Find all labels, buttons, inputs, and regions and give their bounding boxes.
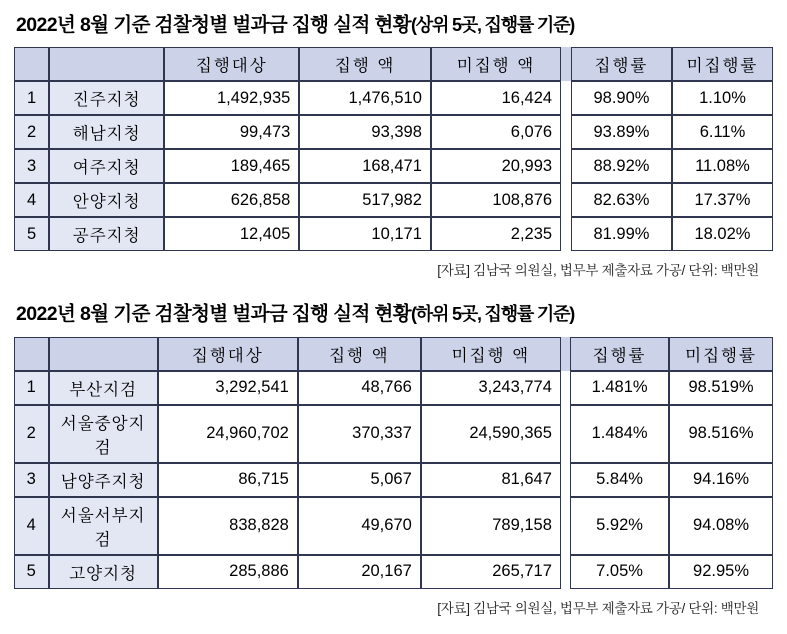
row-executed: 93,398 xyxy=(299,115,431,149)
header-rate-top: 집행률 xyxy=(571,47,672,81)
row-unexecuted: 265,717 xyxy=(421,555,561,589)
column-spacer xyxy=(561,497,570,555)
row-index: 3 xyxy=(14,149,49,183)
column-spacer xyxy=(561,371,570,405)
column-spacer xyxy=(561,115,571,149)
row-rate: 81.99% xyxy=(571,217,672,251)
row-unexecuted: 108,876 xyxy=(431,183,561,217)
table-row xyxy=(14,217,773,251)
row-index: 2 xyxy=(14,405,49,463)
row-unrate: 98.516% xyxy=(669,405,773,463)
row-index: 5 xyxy=(14,555,49,589)
row-target: 24,960,702 xyxy=(158,405,298,463)
row-target: 626,858 xyxy=(164,183,299,217)
table-row xyxy=(14,371,773,405)
page-title-top xyxy=(16,14,773,37)
row-executed: 1,476,510 xyxy=(299,81,431,115)
section-bottom-five xyxy=(14,303,773,616)
row-unexecuted: 81,647 xyxy=(421,463,561,497)
row-target: 1,492,935 xyxy=(164,81,299,115)
column-spacer xyxy=(561,183,571,217)
row-target: 86,715 xyxy=(158,463,298,497)
title-main-top: 2022년 8월 기준 검찰청별 벌과금 집행 실적 현황 xyxy=(16,14,411,36)
row-executed: 5,067 xyxy=(298,463,421,497)
row-unexecuted: 789,158 xyxy=(421,497,561,555)
row-executed: 517,982 xyxy=(299,183,431,217)
row-office: 고양지청 xyxy=(49,555,158,589)
row-office: 안양지청 xyxy=(49,183,164,217)
row-unrate: 98.519% xyxy=(669,371,773,405)
row-rate: 1.481% xyxy=(570,371,669,405)
row-unrate: 17.37% xyxy=(672,183,773,217)
table-row xyxy=(14,405,773,463)
header-unrate-top: 미집행률 xyxy=(672,47,773,81)
row-index: 2 xyxy=(14,115,49,149)
section-gap xyxy=(14,281,773,297)
row-office: 공주지청 xyxy=(49,217,164,251)
header-executed-top: 집행 액 xyxy=(299,47,431,81)
section-top-five xyxy=(14,14,773,279)
row-index: 1 xyxy=(14,81,49,115)
header-index-top xyxy=(14,47,49,81)
row-target: 3,292,541 xyxy=(158,371,298,405)
row-rate: 88.92% xyxy=(571,149,672,183)
header-rate-bottom: 집행률 xyxy=(570,337,669,371)
row-unexecuted: 2,235 xyxy=(431,217,561,251)
row-rate: 5.92% xyxy=(570,497,669,555)
source-note-bottom: [자료] 김남국 의원실, 법무부 제출자료 가공/ 단위: 백만원 xyxy=(437,600,759,616)
row-office: 서울서부지검 xyxy=(49,497,158,555)
row-target: 12,405 xyxy=(164,217,299,251)
row-unrate: 1.10% xyxy=(672,81,773,115)
column-spacer xyxy=(561,463,570,497)
row-target: 838,828 xyxy=(158,497,298,555)
table-row xyxy=(14,183,773,217)
table-row xyxy=(14,149,773,183)
header-unexecuted-bottom: 미집행 액 xyxy=(421,337,561,371)
row-index: 4 xyxy=(14,183,49,217)
row-rate: 1.484% xyxy=(570,405,669,463)
table-row xyxy=(14,497,773,555)
row-unexecuted: 24,590,365 xyxy=(421,405,561,463)
table-top-five xyxy=(14,47,773,251)
row-index: 5 xyxy=(14,217,49,251)
row-office: 남양주지청 xyxy=(49,463,158,497)
title-main-bottom: 2022년 8월 기준 검찰청별 벌과금 집행 실적 현황 xyxy=(16,303,411,326)
header-unexecuted-top: 미집행 액 xyxy=(431,47,561,81)
row-rate: 82.63% xyxy=(571,183,672,217)
header-target-bottom: 집행대상 xyxy=(158,337,298,371)
row-index: 3 xyxy=(14,463,49,497)
row-unrate: 18.02% xyxy=(672,217,773,251)
row-executed: 20,167 xyxy=(298,555,421,589)
page-title-bottom xyxy=(16,303,773,326)
row-executed: 370,337 xyxy=(298,405,421,463)
row-target: 99,473 xyxy=(164,115,299,149)
column-spacer xyxy=(561,149,571,183)
header-target-top: 집행대상 xyxy=(164,47,299,81)
table-row xyxy=(14,555,773,589)
row-office: 서울중앙지검 xyxy=(49,405,158,463)
header-office-bottom xyxy=(49,337,158,371)
column-spacer xyxy=(561,217,571,251)
row-office: 부산지검 xyxy=(49,371,158,405)
row-unrate: 94.16% xyxy=(669,463,773,497)
row-rate: 93.89% xyxy=(571,115,672,149)
column-spacer xyxy=(561,81,571,115)
row-unrate: 92.95% xyxy=(669,555,773,589)
header-index-bottom xyxy=(14,337,49,371)
row-unexecuted: 6,076 xyxy=(431,115,561,149)
table-wrap-bottom xyxy=(14,337,773,589)
row-rate: 98.90% xyxy=(571,81,672,115)
row-unexecuted: 16,424 xyxy=(431,81,561,115)
table-bottom-five xyxy=(14,337,773,589)
table-row xyxy=(14,463,773,497)
header-executed-bottom: 집행 액 xyxy=(298,337,421,371)
row-executed: 48,766 xyxy=(298,371,421,405)
row-rate: 7.05% xyxy=(570,555,669,589)
table-row xyxy=(14,81,773,115)
column-spacer xyxy=(561,555,570,589)
row-target: 285,886 xyxy=(158,555,298,589)
row-index: 4 xyxy=(14,497,49,555)
row-office: 진주지청 xyxy=(49,81,164,115)
title-sub-bottom: (하위 5곳, 집행률 기준) xyxy=(410,304,575,325)
row-rate: 5.84% xyxy=(570,463,669,497)
row-unrate: 11.08% xyxy=(672,149,773,183)
source-note-top: [자료] 김남국 의원실, 법무부 제출자료 가공/ 단위: 백만원 xyxy=(437,263,759,279)
row-unrate: 6.11% xyxy=(672,115,773,149)
header-unrate-bottom: 미집행률 xyxy=(669,337,773,371)
row-office: 해남지청 xyxy=(49,115,164,149)
row-executed: 168,471 xyxy=(299,149,431,183)
row-office: 여주지청 xyxy=(49,149,164,183)
table-row xyxy=(14,115,773,149)
column-spacer xyxy=(561,47,571,81)
row-unexecuted: 3,243,774 xyxy=(421,371,561,405)
header-office-top xyxy=(49,47,164,81)
row-index: 1 xyxy=(14,371,49,405)
row-unexecuted: 20,993 xyxy=(431,149,561,183)
row-executed: 49,670 xyxy=(298,497,421,555)
title-sub-top: (상위 5곳, 집행률 기준) xyxy=(410,15,575,35)
table-header-row-bottom xyxy=(14,337,773,371)
row-target: 189,465 xyxy=(164,149,299,183)
column-spacer xyxy=(561,405,570,463)
table-wrap-top xyxy=(14,47,773,251)
table-header-row-top xyxy=(14,47,773,81)
row-executed: 10,171 xyxy=(299,217,431,251)
row-unrate: 94.08% xyxy=(669,497,773,555)
column-spacer xyxy=(561,337,570,371)
